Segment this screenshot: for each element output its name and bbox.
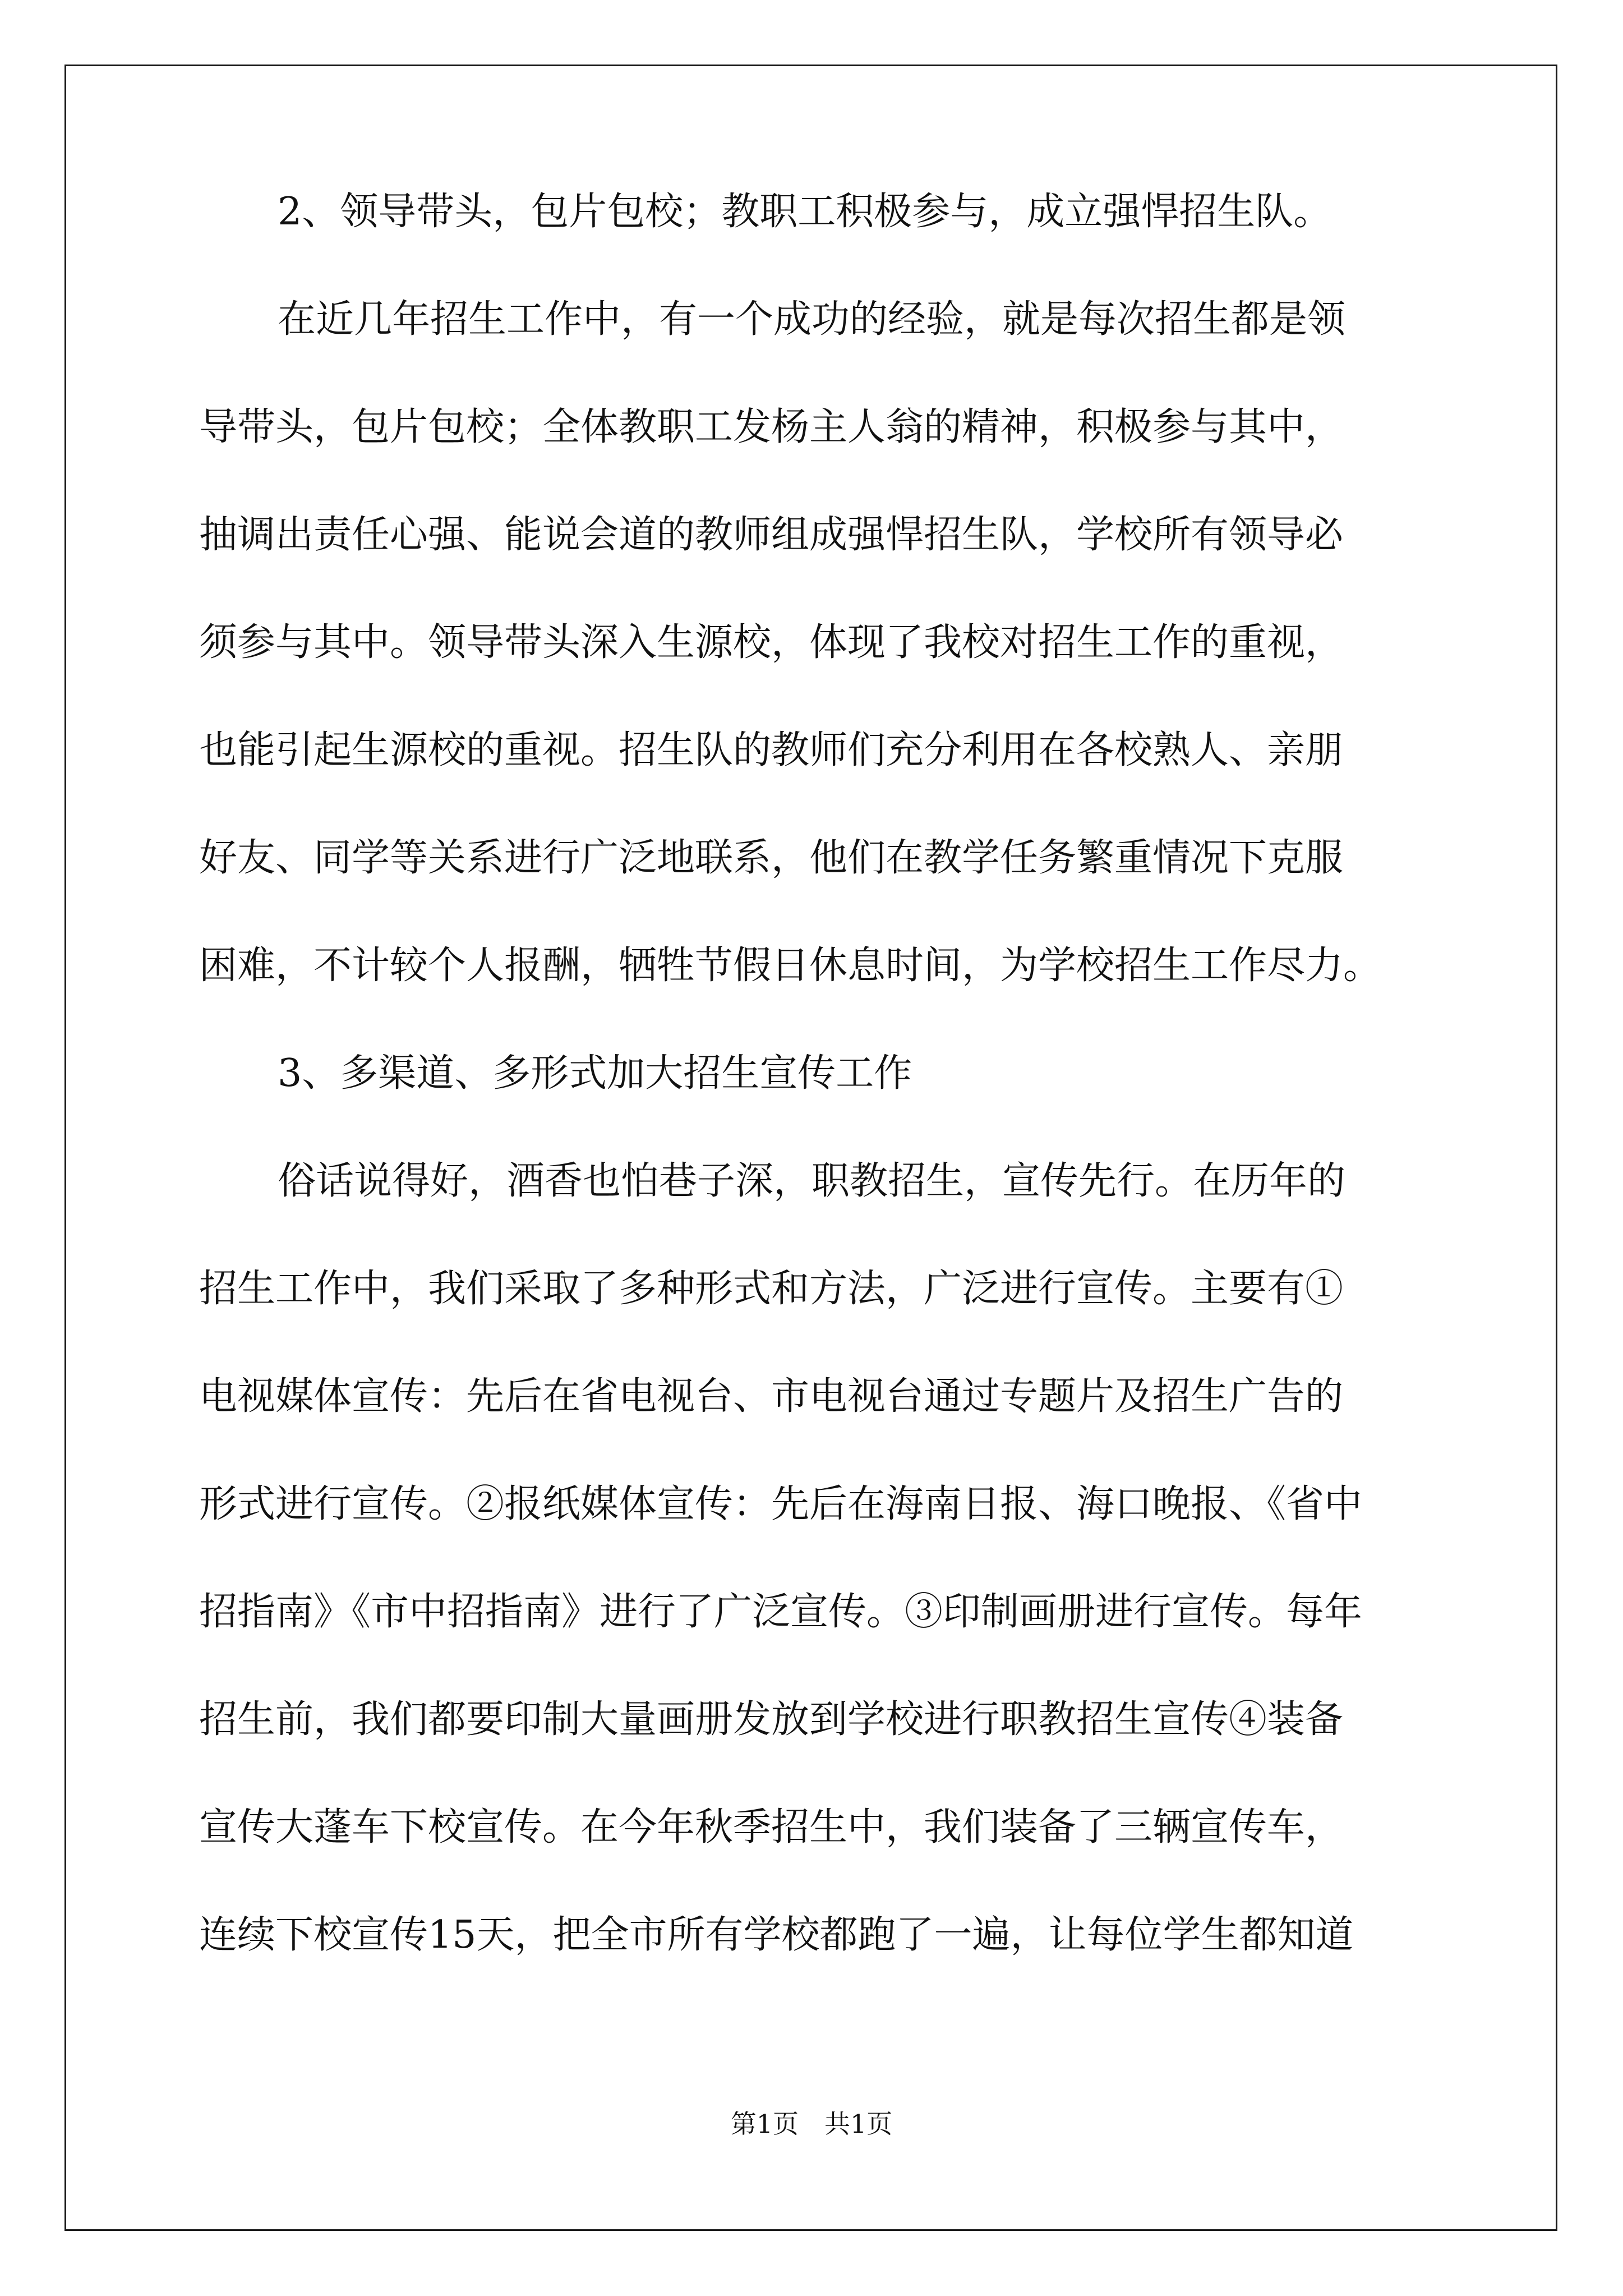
paragraph-line: 导带头，包片包校；全体教职工发杨主人翁的精神，积极参与其中，	[199, 405, 1344, 449]
page-border	[64, 65, 1557, 2231]
paragraph-line: 须参与其中。领导带头深入生源校，体现了我校对招生工作的重视，	[199, 620, 1344, 665]
paragraph-line: 招生前，我们都要印制大量画册发放到学校进行职教招生宣传④装备	[199, 1697, 1344, 1742]
paragraph-line: 宣传大蓬车下校宣传。在今年秋季招生中，我们装备了三辆宣传车，	[199, 1805, 1344, 1849]
paragraph-heading: 2、领导带头，包片包校；教职工积极参与，成立强悍招生队。	[278, 190, 1332, 234]
paragraph-line: 也能引起生源校的重视。招生队的教师们充分利用在各校熟人、亲朋	[199, 728, 1344, 772]
paragraph-line: 在近几年招生工作中，有一个成功的经验，就是每次招生都是领	[278, 297, 1346, 342]
paragraph-line: 形式进行宣传。②报纸媒体宣传：先后在海南日报、海口晚报、《省中	[199, 1482, 1363, 1526]
paragraph-heading: 3、多渠道、多形式加大招生宣传工作	[278, 1051, 912, 1096]
paragraph-line: 俗话说得好，酒香也怕巷子深，职教招生，宣传先行。在历年的	[278, 1159, 1346, 1203]
paragraph-line: 招生工作中，我们采取了多种形式和方法，广泛进行宣传。主要有①	[199, 1267, 1344, 1311]
paragraph-line: 好友、同学等关系进行广泛地联系，他们在教学任务繁重情况下克服	[199, 836, 1344, 880]
paragraph-line: 困难，不计较个人报酬，牺牲节假日休息时间，为学校招生工作尽力。	[199, 944, 1382, 988]
page-number-footer: 第1页 共1页	[730, 2109, 893, 2139]
paragraph-line: 连续下校宣传15天，把全市所有学校都跑了一遍，让每位学生都知道	[199, 1913, 1354, 1957]
paragraph-line: 抽调出责任心强、能说会道的教师组成强悍招生队，学校所有领导必	[199, 513, 1344, 557]
paragraph-line: 招指南》《市中招指南》进行了广泛宣传。③印制画册进行宣传。每年	[199, 1590, 1363, 1634]
paragraph-line: 电视媒体宣传：先后在省电视台、市电视台通过专题片及招生广告的	[199, 1374, 1344, 1419]
